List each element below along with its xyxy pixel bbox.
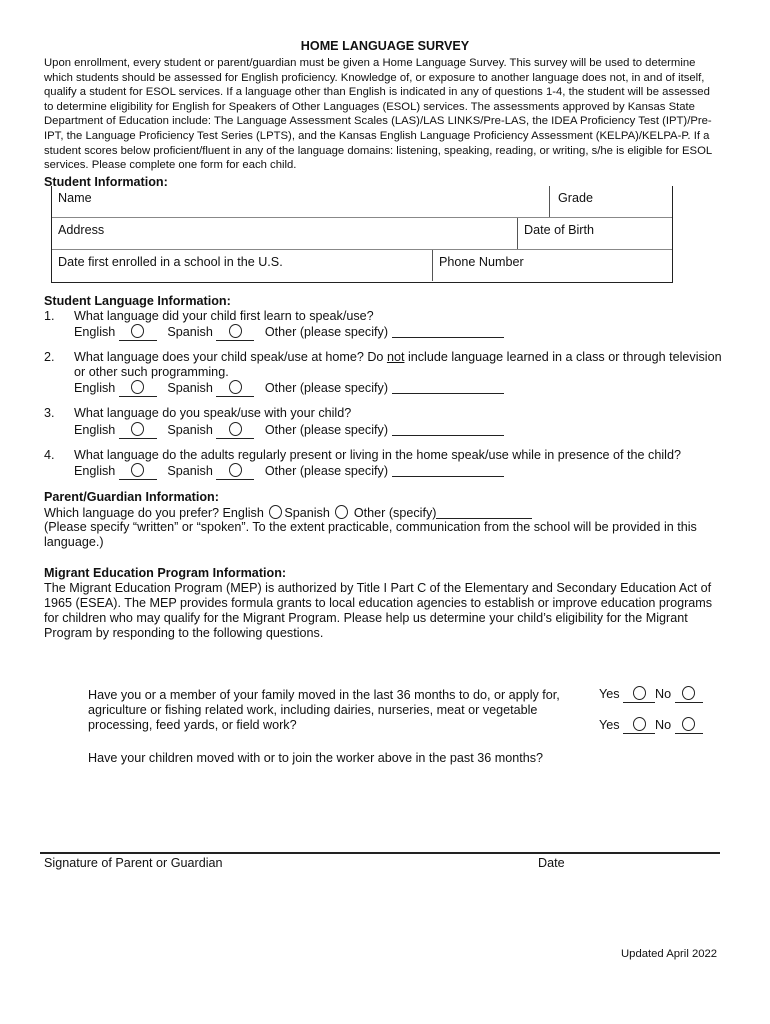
q2-other-input[interactable] (392, 381, 504, 394)
address-field[interactable]: Address (58, 223, 105, 237)
phone-field[interactable]: Phone Number (439, 255, 524, 269)
migrant-q1-answers: Yes No (599, 686, 703, 703)
q1-english-radio-icon[interactable] (131, 324, 144, 338)
student-info-heading: Student Information: (44, 175, 168, 189)
name-field[interactable]: Name (58, 191, 92, 205)
migrant-q1-no-radio-icon[interactable] (682, 686, 695, 700)
student-info-table (51, 186, 673, 283)
q2-spanish-radio-icon[interactable] (229, 380, 242, 394)
migrant-q2-answers: Yes No (599, 717, 703, 734)
name-row (52, 186, 672, 218)
grade-field[interactable]: Grade (558, 191, 594, 205)
q3-spanish-radio-icon[interactable] (229, 422, 242, 436)
parent-spanish-radio-icon[interactable] (335, 505, 348, 519)
parent-language-question: Which language do you prefer? English Spanish Other (specify) (44, 505, 724, 521)
dob-field[interactable]: Date of Birth (524, 223, 594, 237)
migrant-q2-yes-radio-icon[interactable] (633, 717, 646, 731)
updated-date: Updated April 2022 (621, 948, 718, 960)
question-3-options: English Spanish Other (please specify) (74, 422, 504, 439)
question-1-options: English Spanish Other (please specify) (74, 324, 504, 341)
migrant-q2-no-radio-icon[interactable] (682, 717, 695, 731)
q4-other-input[interactable] (392, 464, 504, 477)
q4-spanish-radio-icon[interactable] (229, 463, 242, 477)
question-4-options: English Spanish Other (please specify) (74, 463, 504, 480)
parent-english-radio-icon[interactable] (269, 505, 282, 519)
signature-field[interactable]: Signature of Parent or Guardian (44, 856, 223, 870)
q1-spanish-radio-icon[interactable] (229, 324, 242, 338)
enrolled-row (52, 250, 672, 281)
q2-english-radio-icon[interactable] (131, 380, 144, 394)
question-2-options: English Spanish Other (please specify) (74, 380, 504, 397)
signature-line (40, 852, 720, 854)
q4-english-radio-icon[interactable] (131, 463, 144, 477)
parent-note: (Please specify “written” or “spoken”. To the extent practicable, communication from the school will be provided in this language.) (44, 520, 697, 549)
migrant-paragraph: The Migrant Education Program (MEP) is authorized by Title I Part C of the Elementary and Secondary Education Act of 1965 (ESEA). The MEP provides formula grants to local education agencies to establish or improve education programs for children who may qualify for the Migrant Program. Please help us determine your child’s eligibility for the Migrant Program by responding to the following questions. (44, 581, 713, 640)
migrant-question-2: Have your children moved with or to join the worker above in the past 36 months? (88, 751, 544, 765)
date-field[interactable]: Date (538, 856, 565, 870)
q3-english-radio-icon[interactable] (131, 422, 144, 436)
survey-title: HOME LANGUAGE SURVEY (300, 39, 470, 53)
address-row (52, 218, 672, 250)
parent-info-heading: Parent/Guardian Information: (44, 490, 219, 504)
language-info-heading: Student Language Information: (44, 294, 231, 308)
migrant-heading: Migrant Education Program Information: (44, 566, 287, 580)
migrant-question-1: Have you or a member of your family moved in the last 36 months to do, or apply for, agriculture or fishing related work, including dairies, nurseries, meat or vegetable processing, feed yards, or field work? (88, 688, 560, 732)
intro-paragraph: Upon enrollment, every student or parent/guardian must be given a Home Language Survey. This survey will be used to determine which students should be assessed for English proficiency. Knowledge of, or exposure to another language does not, in and of itself, qualify a student for ESOL services. If a language other than English is indicated in any of questions 1-4, the student will be assessed to determine eligibility for English for Speakers of Other Languages (ESOL) services. The assessments approved by Kansas State Department of Education include: The Language Assessment Scales (LAS)/LAS LINKS/Pre-LAS, the IDEA Proficiency Test (IPT)/Pre-IPT, the Language Proficiency Test Series (LPTS), and the Kansas English Language Proficiency Assessment (KELPA)/KELPA-P. If a student scores below proficient/fluent in any of the language domains: listening, speaking, reading, or writing, s/he is eligible for ESOL services. Please complete one form for each child. (44, 57, 712, 172)
q1-other-input[interactable] (392, 325, 504, 338)
date-enrolled-field[interactable]: Date first enrolled in a school in the U.S. (58, 255, 283, 269)
parent-other-input[interactable] (436, 506, 532, 519)
q3-other-input[interactable] (392, 423, 504, 436)
migrant-q1-yes-radio-icon[interactable] (633, 686, 646, 700)
